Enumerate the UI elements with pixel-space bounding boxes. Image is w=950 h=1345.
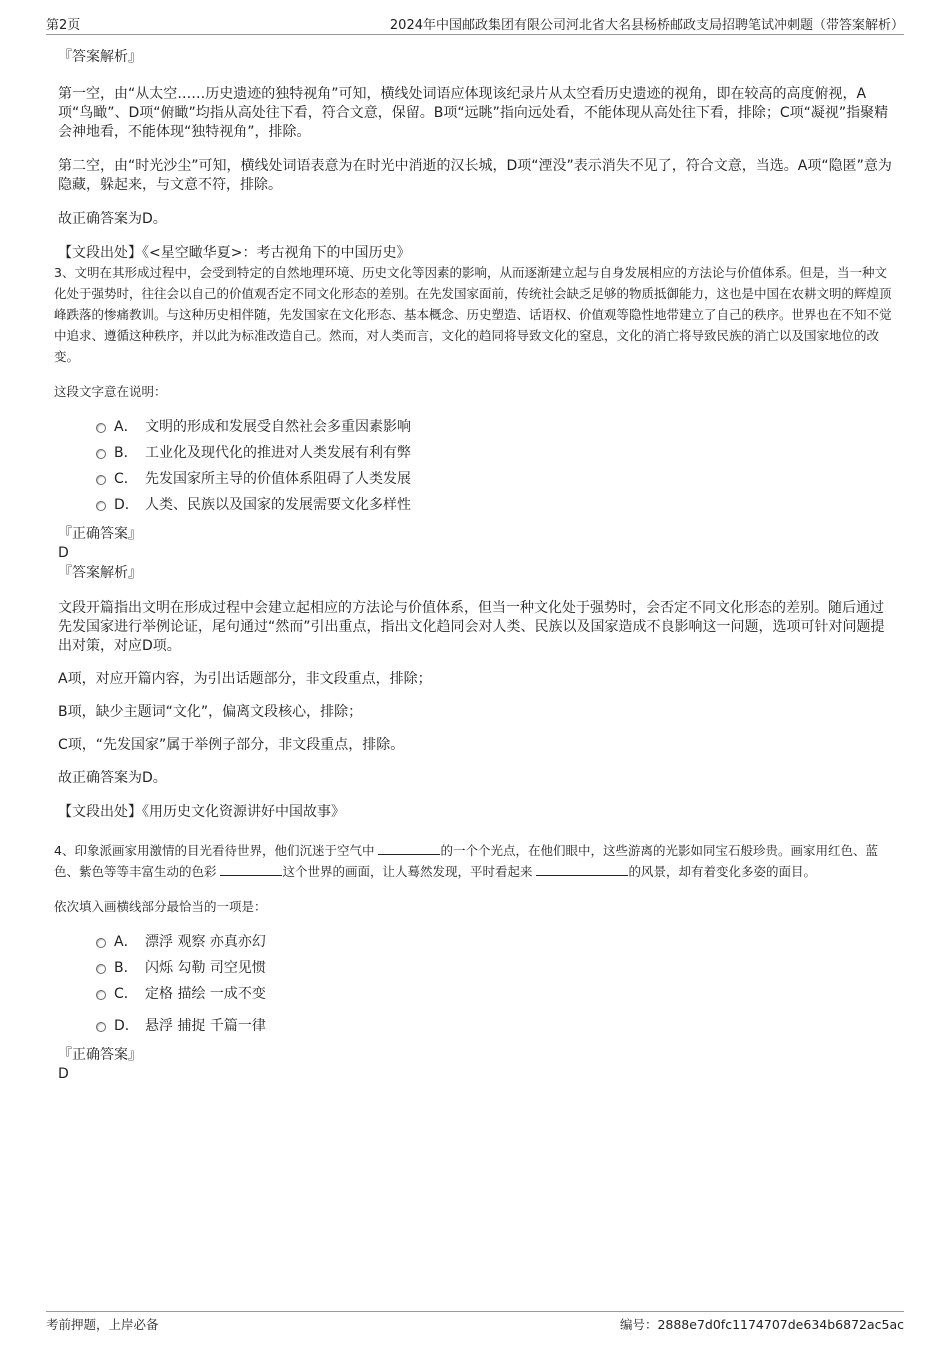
options-list — [54, 929, 894, 1039]
option-d[interactable] — [54, 1013, 894, 1039]
option-text: 漂浮 观察 亦真亦幻 — [145, 934, 266, 950]
question-prompt: 这段文字意在说明： — [54, 384, 167, 399]
question-stem: 3、文明在其形成过程中，会受到特定的自然地理环境、历史文化等因素的影响，从而逐渐建立起与自身发展相应的方法论与价值体系。但是，当一种文化处于强势时，往往会以自己的价值观否定不同文化形态的差别。在先发国家面前，传统社会缺乏足够的物质抵御能力，这也是中国在农耕文明的辉煌顶峰跌落的惨痛教训。与这种历史相伴随，先发国家在文化形态、基本概念、历史塑造、话语权、价值观等隐性地带建立了自己的秩序。世界也在不知不觉中追求、遵循这种秩序，并以此为标准改造自己。然而，对人类而言，文化的趋同将导致文化的窒息，文化的消亡将导致民族的消亡以及国家地位的改变。 — [54, 265, 892, 364]
document-code: 编号：2888e7d0fc1174707de634b6872ac5ac — [619, 1317, 904, 1332]
option-c[interactable] — [54, 466, 894, 492]
option-text: 悬浮 捕捉 千篇一律 — [145, 1018, 266, 1034]
stem-text: 这个世界的画面，让人蓦然发现，平时看起来 — [282, 864, 537, 879]
source-citation: 【文段出处】《<星空瞰华夏>：考古视角下的中国历史》 — [58, 245, 411, 261]
question-4 — [54, 840, 894, 1083]
page-content — [54, 43, 894, 1083]
blank-line — [378, 842, 440, 855]
option-d[interactable] — [54, 492, 894, 518]
analysis-paragraph: B项，缺少主题词“文化”，偏离文段核心，排除； — [58, 704, 363, 720]
radio-button[interactable] — [96, 938, 106, 948]
option-letter: A． — [114, 419, 138, 435]
option-letter: C． — [114, 986, 138, 1002]
option-letter: B． — [114, 960, 138, 976]
radio-button[interactable] — [96, 1022, 106, 1032]
option-letter: B． — [114, 445, 138, 461]
source-citation: 【文段出处】《用历史文化资源讲好中国故事》 — [58, 804, 345, 820]
option-b[interactable] — [54, 440, 894, 466]
option-text: 闪烁 勾勒 司空见惯 — [145, 960, 266, 976]
radio-button[interactable] — [96, 964, 106, 974]
option-text: 工业化及现代化的推进对人类发展有利有弊 — [145, 445, 411, 461]
q2-analysis-section — [54, 47, 894, 263]
analysis-label: 『答案解析』 — [58, 49, 142, 65]
option-a[interactable] — [54, 929, 894, 955]
analysis-paragraph: 第二空，由“时光沙尘”可知，横线处词语表意为在时光中消逝的汉长城，D项“湮没”表示消失不见了，符合文意，当选。A项“隐匿”意为隐藏，躲起来，与文意不符，排除。 — [58, 158, 892, 193]
option-text: 人类、民族以及国家的发展需要文化多样性 — [145, 497, 411, 513]
option-text: 先发国家所主导的价值体系阻碍了人类发展 — [145, 471, 411, 487]
stem-text: 的一个个光点，在他们眼中，这些游离的光影如同宝石般珍贵。画家用红色、蓝色、紫色等等丰富生动的色彩 — [54, 843, 878, 879]
blank-line — [220, 863, 282, 876]
correct-answer: D — [58, 1066, 69, 1082]
option-letter: D． — [114, 497, 139, 513]
option-text: 文明的形成和发展受自然社会多重因素影响 — [145, 419, 411, 435]
question-3 — [54, 262, 894, 822]
footer-slogan: 考前押题，上岸必备 — [46, 1317, 159, 1332]
question-stem — [54, 840, 894, 882]
stem-text: 的风景，却有着变化多姿的面目。 — [628, 864, 816, 879]
radio-button[interactable] — [96, 990, 106, 1000]
option-c[interactable] — [54, 981, 894, 1007]
radio-button[interactable] — [96, 423, 106, 433]
option-a[interactable] — [54, 414, 894, 440]
options-list — [54, 414, 894, 518]
question-prompt: 依次填入画横线部分最恰当的一项是： — [54, 899, 267, 914]
analysis-paragraph: C项，“先发国家”属于举例子部分，非文段重点，排除。 — [58, 737, 405, 753]
stem-text: 4、印象派画家用激情的目光看待世界，他们沉迷于空气中 — [54, 843, 379, 858]
blank-line — [536, 863, 628, 876]
radio-button[interactable] — [96, 501, 106, 511]
option-letter: A． — [114, 934, 138, 950]
document-title: 2024年中国邮政集团有限公司河北省大名县杨桥邮政支局招聘笔试冲刺题（带答案解析） — [389, 18, 904, 33]
correct-answer-label: 『正确答案』 — [58, 526, 142, 542]
option-text: 定格 描绘 一成不变 — [145, 986, 266, 1002]
analysis-paragraph: A项，对应开篇内容，为引出话题部分，非文段重点，排除； — [58, 671, 432, 687]
page-header — [46, 14, 904, 35]
option-letter: C． — [114, 471, 138, 487]
analysis-paragraph: 第一空，由“从太空……历史遗迹的独特视角”可知，横线处词语应体现该纪录片从太空看历史遗迹的视角，即在较高的高度俯视，A项“鸟瞰”、D项“俯瞰”均指从高处往下看，符合文意，保留。B项“远眺”指向远处看，不能体现从高处往下看，排除；C项“凝视”指聚精会神地看，不能体现“独特视角”，排除。 — [58, 86, 889, 140]
analysis-label: 『答案解析』 — [58, 565, 142, 581]
analysis-conclusion: 故正确答案为D。 — [58, 211, 167, 227]
correct-answer: D — [58, 545, 69, 561]
correct-answer-label: 『正确答案』 — [58, 1047, 142, 1063]
option-b[interactable] — [54, 955, 894, 981]
analysis-conclusion: 故正确答案为D。 — [58, 770, 167, 786]
radio-button[interactable] — [96, 449, 106, 459]
page-footer — [46, 1311, 904, 1336]
analysis-paragraph: 文段开篇指出文明在形成过程中会建立起相应的方法论与价值体系，但当一种文化处于强势时，会否定不同文化形态的差别。随后通过先发国家进行举例论证，尾句通过“然而”引出重点，指出文化趋同会对人类、民族以及国家造成不良影响这一问题，选项可针对问题提出对策，对应D项。 — [58, 600, 885, 654]
option-letter: D． — [114, 1018, 139, 1034]
page-number: 第2页 — [46, 18, 81, 33]
radio-button[interactable] — [96, 475, 106, 485]
